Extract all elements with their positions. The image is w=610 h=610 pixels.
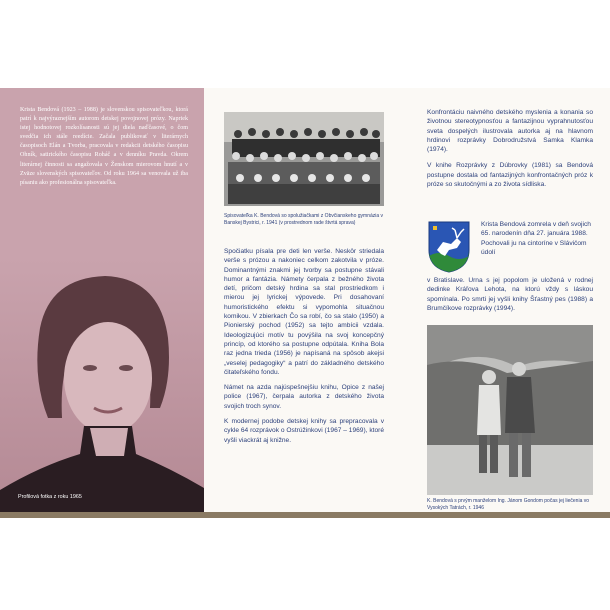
couple-photo xyxy=(427,325,593,495)
left-panel xyxy=(0,88,204,512)
portrait-photo xyxy=(0,258,204,512)
middle-paragraph-3: K modernej podobe detskej knihy sa prepracovala v cykle 64 rozprávok o Ostrúžinkovi (1967 – 1969), ktoré vyšli viackrát aj knižne. xyxy=(224,418,384,444)
coat-of-arms-icon xyxy=(427,220,471,274)
right-paragraph-2: V knihe Rozprávky z Dúbrovky (1981) sa Bendová postupne dostala od fantazijných konfrontačných próz k próze so skutočnými a zo života sídliska. xyxy=(427,162,593,189)
class-photo-caption: Spisovateľka K. Bendová so spolužiačkami z Obvčianskeho gymnázia v Banskej Bystrici, r. 1941 (v prostrednom rade štvrtá sprava) xyxy=(224,213,384,226)
right-text-beside-coat: Krista Bendová zomrela v deň svojich 65. narodenín dňa 27. januára 1988. Pochovali ju na cintoríne v Slávičom údolí xyxy=(481,221,591,256)
right-paragraph-1: Konfrontáciu naivného detského myslenia a konania so životnou stereotypnosťou a fantazijnou vyprahnutosťou sveta dospelých ilustrovala autorka aj na hlavnom hrdinovi rozprávky Dobrodružstvá Samka Klamka (1974). xyxy=(427,109,593,154)
middle-text xyxy=(224,247,384,451)
right-text-continued: v Bratislave. Urna s jej popolom je uložená v rodnej dedinke Kráľova Lehota, na ktorú vždy s láskou spomínala. Po smrti jej vyšli knihy Šťastný pes (1988) a Brumčíkove rozprávky (1994). xyxy=(427,277,593,312)
bottom-rule xyxy=(0,512,610,518)
portrait-caption: Profilová fotka z roku 1965 xyxy=(18,494,82,500)
right-text-top xyxy=(427,108,593,196)
middle-paragraph-2: Námet na azda najúspešnejšiu knihu, Opice z našej police (1967), čerpala autorka z detského života svojich troch synov. xyxy=(224,384,384,410)
middle-paragraph-1: Spočiatku písala pre deti len verše. Neskôr striedala verše s prózou a nakoniec celkom zakotvila v próze. Dominantnými znakmi jej tvorby sa postupne stávali humor a fantázia. Námety čerpala z bežného života detí, pričom detský hrdina sa stal prostriedkom i mierou jej lyrickej výpovede. Pri dosahovaní humoristického efektu si vypomohla situačnou komikou. V zbierkach Čo sa robí, čo sa stalo (1950) a Pionierský pochod (1952) sa tejto ambícii vzdala. Ideologizujúci motív tu povýšila na svoj koncepčný princíp, od ktorého sa postupne odpútala. Kniha Bola raz jedna trieda (1956) je napísaná na spôsob akejsi „veselej pedagogiky“ a patrí do základného detského čitateľského fondu. xyxy=(224,248,384,376)
class-photo xyxy=(224,112,384,206)
biography-text: Krista Bendová (1923 – 1988) je slovenskou spisovateľkou, ktorá patrí k najvýraznejším autorom detskej povojnovej prózy. Napriek istej hodnotovej rozkolísanosti sú jej diela naďčasové, o čom svedčia ich stále reedície. Začala publikovať v literárnych časopisoch Elán a Tvorba, pracovala v redakcii detského časopisu Ohník, satirického časopisu Roháč a v denníku Pravda. Okrem literárnej činnosti sa angažovala v Ženskom mierovom hnutí a v Zväze slovenských spisovateľov. Od roku 1964 sa venovala už iba písaniu ako profesionálna spisovateľka. xyxy=(20,107,188,186)
couple-photo-caption: K. Bendová s prvým manželom Ing. Jánom Gondom počas jej liečenia vo Vysokých Tatrách, r. 1946 xyxy=(427,498,590,511)
